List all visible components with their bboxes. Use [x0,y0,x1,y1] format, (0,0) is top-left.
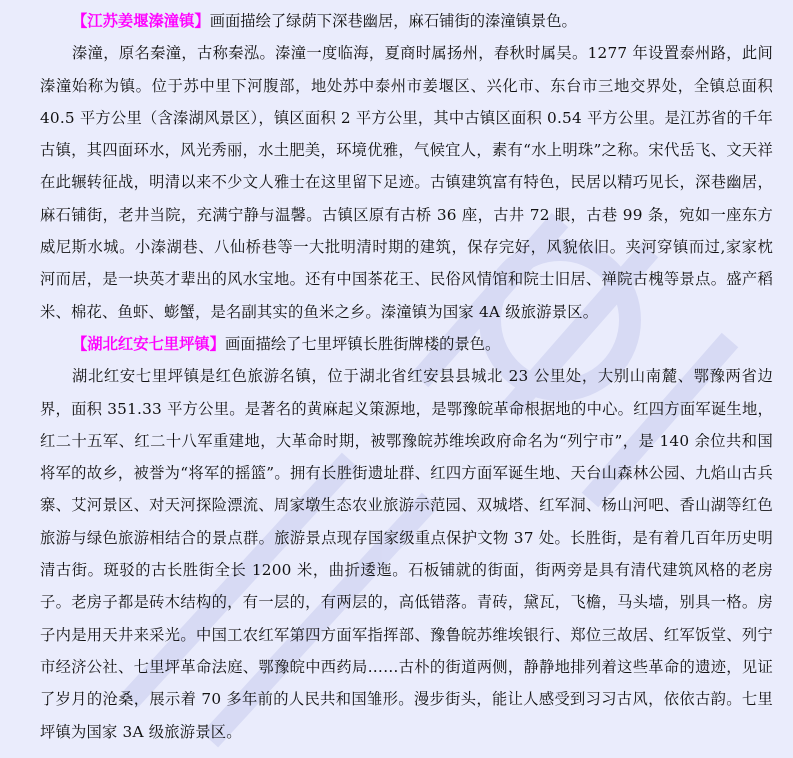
section-body: 湖北红安七里坪镇是红色旅游名镇，位于湖北省红安县县城北 23 公里处，大别山南麓、鄂豫两省边界，面积 351.33 平方公里。是著名的黄麻起义策源地，是鄂豫皖革命根据地的中心。红四方面军诞生地，红二十五军、红二十八军重建地，大革命时期，被鄂豫皖苏维埃政府命名为“列宁市”，是 140 余位共和国将军的故乡，被誉为“将军的摇篮”。拥有长胜街遗址群、红四方面军诞生地、天台山森林公园、九焰山古兵寨、艾河景区、对天河探险漂流、周家墩生态农业旅游示范园、双城塔、红军洞、杨山河吧、香山湖等红色旅游与绿色旅游相结合的景点群。旅游景点现存国家级重点保护文物 37 处。长胜街，是有着几百年历史明清古街。斑驳的古长胜街全长 1200 米，曲折逶迤。石板铺就的街面，街两旁是具有清代建筑风格的老房子。老房子都是砖木结构的，有一层的，有两层的，高低错落。青砖，黛瓦，飞檐，马头墙，别具一格。房子内是用天井来采光。中国工农红军第四方面军指挥部、豫鲁皖苏维埃银行、郑位三故居、红军饭堂、列宁市经济公社、七里坪革命法庭、鄂豫皖中西药局……古朴的街道两侧，静静地排列着这些革命的遗迹，见证了岁月的沧桑，展示着 70 多年前的人民共和国雏形。漫步街头，能让人感受到习习古风，依依古韵。七里坪镇为国家 3A 级旅游景区。 [40,367,773,741]
section-heading [40,5,773,37]
section-jiangsu-qintong [40,5,773,328]
section-hubei-qiliping [40,328,773,748]
section-body: 溱潼，原名秦潼，古称秦泓。溱潼一度临海，夏商时属扬州，春秋时属吴。1277 年设置泰州路，此间溱潼始称为镇。位于苏中里下河腹部，地处苏中泰州市姜堰区、兴化市、东台市三地交界处，全镇总面积 40.5 平方公里（含溱湖风景区），镇区面积 2 平方公里，其中古镇区面积 0.54 平方公里。是江苏省的千年古镇，其四面环水，风光秀丽，水土肥美，环境优雅，气候宜人，素有“水上明珠”之称。宋代岳飞、文天祥在此辗转征战，明清以来不少文人雅士在这里留下足迹。古镇建筑富有特色，民居以精巧见长，深巷幽居，麻石铺街，老井当院，充满宁静与温馨。古镇区原有古桥 36 座，古井 72 眼，古巷 99 条，宛如一座东方威尼斯水城。小溱湖巷、八仙桥巷等一大批明清时期的建筑，保存完好，风貌依旧。夹河穿镇而过,家家枕河而居，是一块英才辈出的风水宝地。还有中国茶花王、民俗风情馆和院士旧居、禅院古槐等景点。盛产稻米、棉花、鱼虾、蟛蟹，是名副其实的鱼米之乡。溱潼镇为国家 4A 级旅游景区。 [40,44,773,321]
section-heading [40,328,773,360]
section-intro: 画面描绘了七里坪镇长胜街牌楼的景色。 [224,334,501,353]
section-intro: 画面描绘了绿荫下深巷幽居，麻石铺街的溱潼镇景色。 [209,12,577,30]
section-tag: 【江苏姜堰溱潼镇】 [72,12,210,30]
section-tag: 【湖北红安七里坪镇】 [72,334,225,353]
